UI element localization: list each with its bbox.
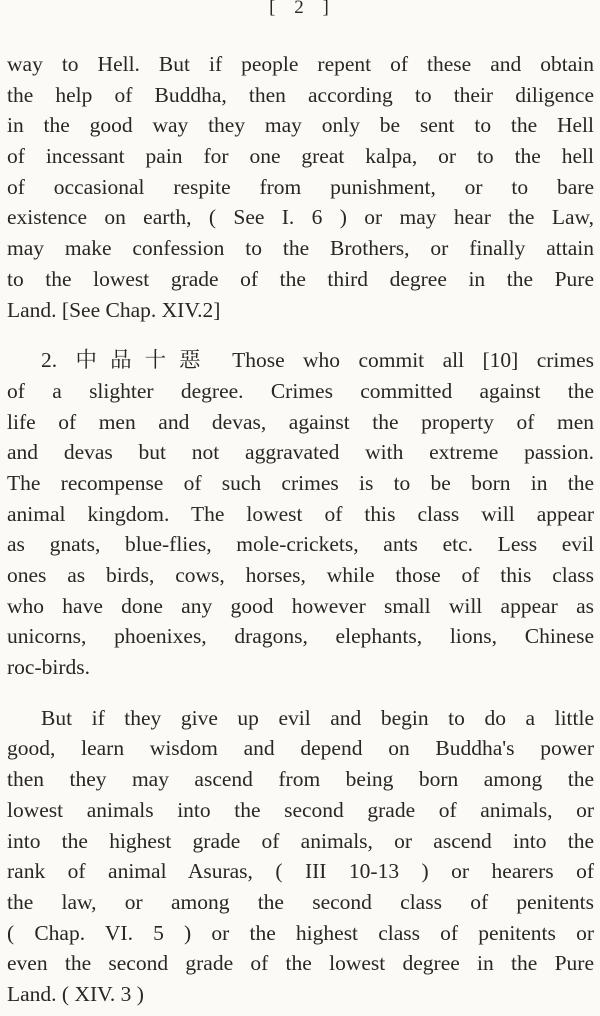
text-line: in the good way they may only be sent to the Hell	[7, 113, 594, 138]
paragraph	[7, 49, 594, 325]
text-line: into the highest grade of animals, or ascend into the	[7, 828, 594, 853]
paragraph	[7, 345, 594, 683]
text-line: animal kingdom. The lowest of this class will appear	[7, 501, 594, 526]
text-line: ones as birds, cows, horses, while those of this class	[7, 563, 594, 587]
text-line: way to Hell. But if people repent of these and obtain	[7, 52, 594, 76]
document-body	[7, 49, 594, 1010]
text-line: ( Chap. VI. 5 ) or the highest class of penitents or	[7, 920, 594, 945]
text-line: even the second grade of the lowest degree in the Pure	[7, 951, 594, 976]
text-line: life of men and devas, against the property of men	[7, 409, 594, 434]
page-number: [ 2 ]	[269, 0, 331, 18]
text-line: roc-birds.	[7, 655, 90, 680]
text-line: of incessant pain for one great kalpa, or to the hell	[7, 144, 594, 169]
text-line: the help of Buddha, then according to their diligence	[7, 82, 594, 107]
text-line: The recompense of such crimes is to be born in the	[7, 470, 594, 495]
paragraph	[7, 703, 594, 1010]
text-line: Land. [See Chap. XIV.2]	[7, 297, 221, 322]
text-line: then they may ascend from being born among the	[7, 767, 594, 792]
text-line: But if they give up evil and begin to do a little	[41, 705, 594, 730]
text-line: to the lowest grade of the third degree in the Pure	[7, 266, 594, 291]
text-line: lowest animals into the second grade of animals, or	[7, 797, 594, 822]
text-line: who have done any good however small will appear as	[7, 593, 594, 618]
text-line: may make confession to the Brothers, or finally attain	[7, 236, 594, 261]
text-line: 2. 中品十惡 Those who commit all [10] crimes	[41, 348, 594, 373]
text-line: and devas but not aggravated with extreme passion.	[7, 440, 594, 465]
text-line: of occasional respite from punishment, or to bare	[7, 174, 594, 199]
text-line: of a slighter degree. Crimes committed against the	[7, 378, 594, 403]
text-line: rank of animal Asuras, ( III 10-13 ) or hearers of	[7, 859, 594, 884]
text-line: good, learn wisdom and depend on Buddha's power	[7, 736, 594, 761]
text-line: the law, or among the second class of penitents	[7, 889, 594, 914]
text-line: existence on earth, ( See I. 6 ) or may hear the Law,	[7, 205, 594, 230]
text-line: Land. ( XIV. 3 )	[7, 981, 144, 1006]
text-line: unicorns, phoenixes, dragons, elephants, lions, Chinese	[7, 624, 594, 649]
text-line: as gnats, blue-flies, mole-crickets, ants etc. Less evil	[7, 532, 594, 557]
